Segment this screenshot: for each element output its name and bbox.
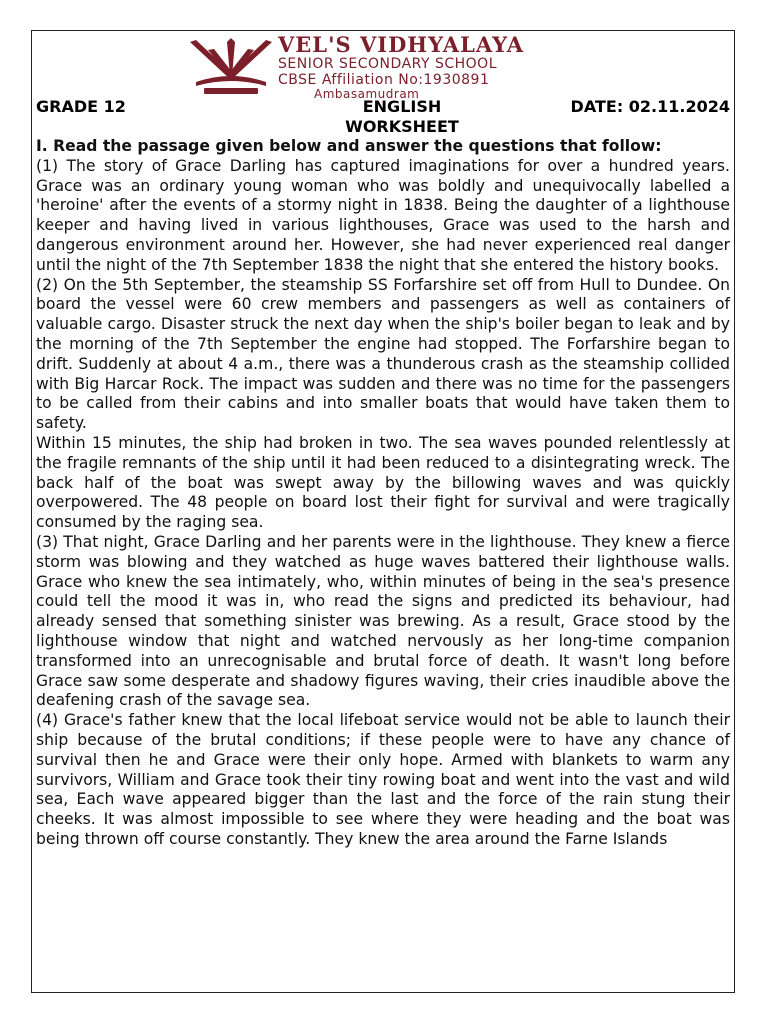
- subject-title: ENGLISH WORKSHEET: [345, 97, 459, 136]
- worksheet-body: [36, 137, 730, 850]
- instruction: I. Read the passage given below and answer the questions that follow:: [36, 137, 662, 155]
- worksheet-header: [36, 97, 730, 136]
- school-location: Ambasamudram: [314, 87, 420, 101]
- school-heading: [278, 34, 524, 100]
- school-affiliation: CBSE Affiliation No:1930891: [278, 72, 490, 88]
- school-crest-icon: [186, 36, 276, 98]
- passage-paragraph-4: (3) That night, Grace Darling and her parents were in the lighthouse. They knew a fierce storm was blowing and they watched as huge waves battered their lighthouse walls. Grace who knew the sea intimately, who, within minutes of being in the sea's presence could tell the mood it was in, who read the signs and predicted its behaviour, had already sensed that something sinister was brewing. As a result, Grace stood by the lighthouse window that night and watched nervously as her long-time companion transformed into an unrecognisable and brutal force of death. It wasn't long before Grace saw some desperate and shadowy figures waving, their cries inaudible above the deafening crash of the savage sea.: [36, 532, 730, 710]
- school-name: VEL'S VIDHYALAYA: [278, 32, 525, 57]
- passage-paragraph-3: Within 15 minutes, the ship had broken in two. The sea waves pounded relentlessly at the fragile remnants of the ship until it had been reduced to a disintegrating wreck. The back half of the boat was swept away by the billowing waves and was quickly overpowered. The 48 people on board lost their fight for survival and were tragically consumed by the raging sea.: [36, 433, 730, 532]
- passage-paragraph-5: (4) Grace's father knew that the local lifeboat service would not be able to launch their ship because of the brutal conditions; if these people were to have any chance of survival then he and Grace were their only hope. Armed with blankets to warm any survivors, William and Grace took their tiny rowing boat and went into the vast and wild sea, Each wave appeared bigger than the last and the force of the rain stung their cheeks. It was almost impossible to see where they were heading and the boat was being thrown off course constantly. They knew the area around the Farne Islands: [36, 711, 730, 848]
- passage-paragraph-2: (2) On the 5th September, the steamship SS Forfarshire set off from Hull to Dundee. On board the vessel were 60 crew members and passengers as well as containers of valuable cargo. Disaster struck the next day when the ship's boiler began to leak and by the morning of the 7th September the engine had stopped. The Forfarshire began to drift. Suddenly at about 4 a.m., there was a thunderous crash as the steamship collided with Big Harcar Rock. The impact was sudden and there was no time for the passengers to be called from their cabins and into smaller boats that would have taken them to safety.: [36, 275, 730, 433]
- grade-label: GRADE 12: [36, 97, 126, 116]
- date-label: DATE: 02.11.2024: [570, 97, 730, 116]
- passage-paragraph-1: (1) The story of Grace Darling has captured imaginations for over a hundred years. Grace was an ordinary young woman who was boldly and unequivocally labelled a 'heroine' after the events of a stormy night in 1838. Being the daughter of a lighthouse keeper and having lived in various lighthouses, Grace was used to the harsh and dangerous environment around her. However, she had never experienced real danger until the night of the 7th September 1838 the night that she entered the history books.: [36, 156, 730, 274]
- school-type: SENIOR SECONDARY SCHOOL: [278, 56, 498, 72]
